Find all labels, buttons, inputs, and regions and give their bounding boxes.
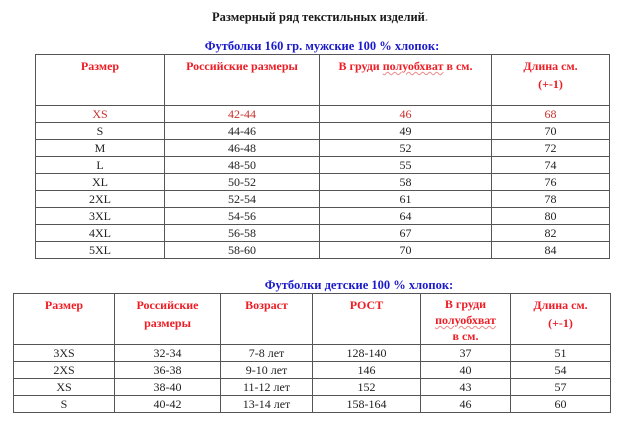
cell-length: 78: [492, 191, 610, 208]
cell-chest: 46: [421, 396, 511, 413]
cell-age: 13-14 лет: [221, 396, 313, 413]
cell-russian: 38-40: [115, 379, 221, 396]
cell-russian: 48-50: [165, 157, 320, 174]
cell-length: 82: [492, 225, 610, 242]
cell-height: 146: [313, 362, 421, 379]
cell-height: 158-164: [313, 396, 421, 413]
cell-russian: 32-34: [115, 345, 221, 362]
table-row: [36, 106, 610, 123]
cell-chest: 40: [421, 362, 511, 379]
cell-size: S: [36, 123, 165, 140]
cell-russian: 52-54: [165, 191, 320, 208]
cell-age: 11-12 лет: [221, 379, 313, 396]
table-row: [36, 191, 610, 208]
cell-chest: 67: [320, 225, 492, 242]
cell-size: S: [14, 396, 115, 413]
cell-chest: 46: [320, 106, 492, 123]
cell-russian: 36-38: [115, 362, 221, 379]
cell-chest: 58: [320, 174, 492, 191]
cell-russian: 50-52: [165, 174, 320, 191]
header-russian-sizes: Российские размеры: [165, 55, 320, 106]
cell-chest: 64: [320, 208, 492, 225]
cell-russian: 44-46: [165, 123, 320, 140]
cell-length: 60: [511, 396, 611, 413]
cell-size: XS: [14, 379, 115, 396]
cell-chest: 37: [421, 345, 511, 362]
kids-table-caption: Футболки детские 100 % хлопок:: [264, 278, 454, 292]
table-row: [36, 157, 610, 174]
header-size: Размер: [14, 294, 115, 345]
table-row: [36, 140, 610, 157]
cell-height: 152: [313, 379, 421, 396]
cell-russian: 56-58: [165, 225, 320, 242]
table-row: [14, 396, 611, 413]
header-length: Длина см. (+-1): [511, 294, 611, 345]
cell-russian: 46-48: [165, 140, 320, 157]
cell-russian: 42-44: [165, 106, 320, 123]
mens-table-caption: Футболки 160 гр. мужские 100 % хлопок:: [204, 39, 440, 53]
header-size: Размер: [36, 55, 165, 106]
kids-size-table: [13, 293, 611, 413]
header-age: Возраст: [221, 294, 313, 345]
cell-age: 7-8 лет: [221, 345, 313, 362]
cell-size: XL: [36, 174, 165, 191]
cell-length: 54: [511, 362, 611, 379]
table-row: [14, 379, 611, 396]
table-header-row: [14, 294, 611, 345]
cell-length: 70: [492, 123, 610, 140]
mens-size-table: [35, 54, 610, 259]
cell-chest: 52: [320, 140, 492, 157]
cell-height: 128-140: [313, 345, 421, 362]
table-row: [36, 174, 610, 191]
header-russian-sizes: Российские размеры: [115, 294, 221, 345]
table-header-row: [36, 55, 610, 106]
cell-chest: 55: [320, 157, 492, 174]
cell-size: 5XL: [36, 242, 165, 259]
cell-chest: 61: [320, 191, 492, 208]
table-row: [36, 225, 610, 242]
cell-length: 76: [492, 174, 610, 191]
table-row: [14, 345, 611, 362]
cell-size: 2XL: [36, 191, 165, 208]
header-chest: В груди полуобхват в см.: [320, 55, 492, 106]
cell-size: 4XL: [36, 225, 165, 242]
cell-size: 3XL: [36, 208, 165, 225]
cell-length: 57: [511, 379, 611, 396]
cell-size: 3XS: [14, 345, 115, 362]
cell-length: 68: [492, 106, 610, 123]
cell-length: 72: [492, 140, 610, 157]
cell-russian: 58-60: [165, 242, 320, 259]
cell-size: 2XS: [14, 362, 115, 379]
header-length: Длина см. (+-1): [492, 55, 610, 106]
table-row: [36, 242, 610, 259]
cell-length: 80: [492, 208, 610, 225]
cell-size: XS: [36, 106, 165, 123]
cell-chest: 49: [320, 123, 492, 140]
cell-chest: 70: [320, 242, 492, 259]
cell-length: 51: [511, 345, 611, 362]
cell-russian: 40-42: [115, 396, 221, 413]
header-chest: В груди полуобхват в см.: [421, 294, 511, 345]
cell-length: 74: [492, 157, 610, 174]
cell-size: M: [36, 140, 165, 157]
cell-length: 84: [492, 242, 610, 259]
cell-russian: 54-56: [165, 208, 320, 225]
table-row: [14, 362, 611, 379]
cell-size: L: [36, 157, 165, 174]
header-height: РОСТ: [313, 294, 421, 345]
cell-age: 9-10 лет: [221, 362, 313, 379]
table-row: [36, 123, 610, 140]
cell-chest: 43: [421, 379, 511, 396]
table-row: [36, 208, 610, 225]
document-title: Размерный ряд текстильных изделий.: [211, 10, 429, 24]
